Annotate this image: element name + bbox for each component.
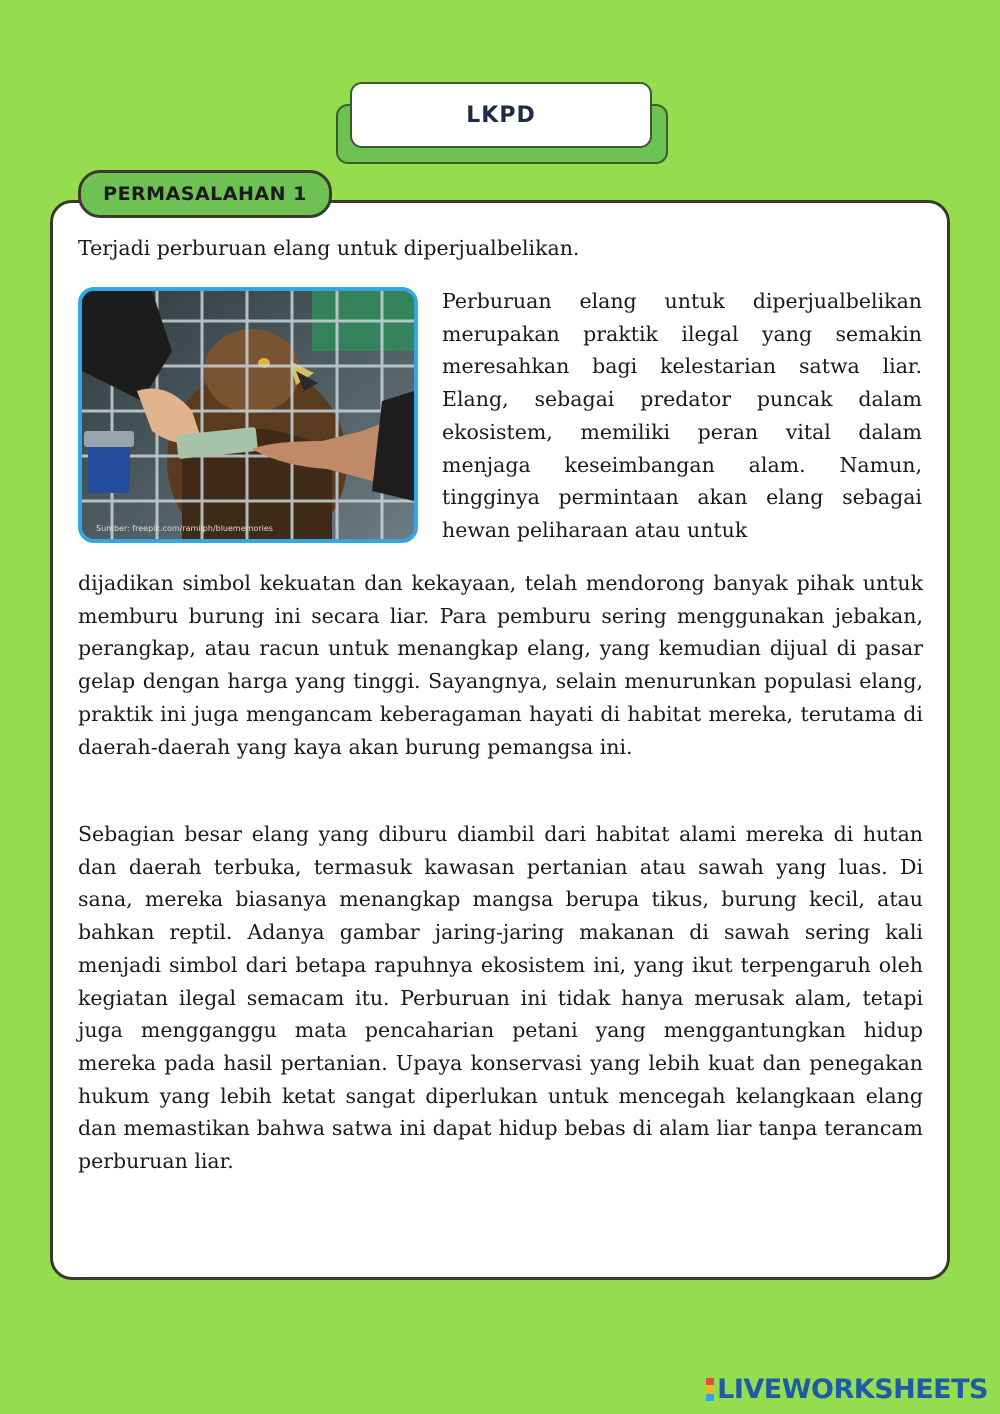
side-paragraph: Perburuan elang untuk diperjualbelikan merupakan praktik ilegal yang semakin meresahkan bagi kelestarian satwa liar. Elang, sebagai predator puncak dalam ekosistem, memiliki peran vital dalam menjaga keseimbangan alam. Namun, tingginya permintaan akan elang sebagai hewan peliharaan atau untuk xyxy=(442,289,922,542)
intro-sentence: Terjadi perburuan elang untuk diperjualbelikan. xyxy=(78,236,580,260)
page-title: LKPD xyxy=(350,82,652,148)
paragraph-1: dijadikan simbol kekuatan dan kekayaan, telah mendorong banyak pihak untuk memburu burung ini secara liar. Para pemburu sering menggunakan jebakan, perangkap, atau racun untuk menangkap elang, yang kemudian dijual di pasar gelap dengan harga yang tinggi. Sayangnya, selain menurunkan populasi elang, praktik ini juga mengancam keberagaman hayati di habitat mereka, terutama di daerah-daerah yang kaya akan burung pemangsa ini. xyxy=(78,571,923,759)
liveworksheets-icon xyxy=(706,1378,714,1401)
eagle-photo-illustration xyxy=(82,291,414,539)
brand-name: LIVEWORKSHEETS xyxy=(717,1374,988,1405)
section-tag: PERMASALAHAN 1 xyxy=(78,170,332,218)
liveworksheets-logo[interactable] xyxy=(706,1374,988,1405)
eagle-trade-photo xyxy=(78,287,418,543)
photo-credit: Sumber: freepik.com/ramilph/bluememories xyxy=(96,524,273,533)
paragraph-2: Sebagian besar elang yang diburu diambil dari habitat alami mereka di hutan dan daerah terbuka, termasuk kawasan pertanian atau sawah yang luas. Di sana, mereka biasanya menangkap mangsa berupa tikus, burung kecil, atau bahkan reptil. Adanya gambar jaring-jaring makanan di sawah sering kali menjadi simbol dari betapa rapuhnya ekosistem ini, yang ikut terpengaruh oleh kegiatan ilegal semacam itu. Perburuan ini tidak hanya merusak alam, tetapi juga mengganggu mata pencaharian petani yang menggantungkan hidup mereka pada hasil pertanian. Upaya konservasi yang lebih kuat dan penegakan hukum yang lebih ketat sangat diperlukan untuk mencegah kelangkaan elang dan memastikan bahwa satwa ini dapat hidup bebas di alam liar tanpa terancam perburuan liar. xyxy=(78,822,923,1174)
title-badge xyxy=(336,82,666,164)
